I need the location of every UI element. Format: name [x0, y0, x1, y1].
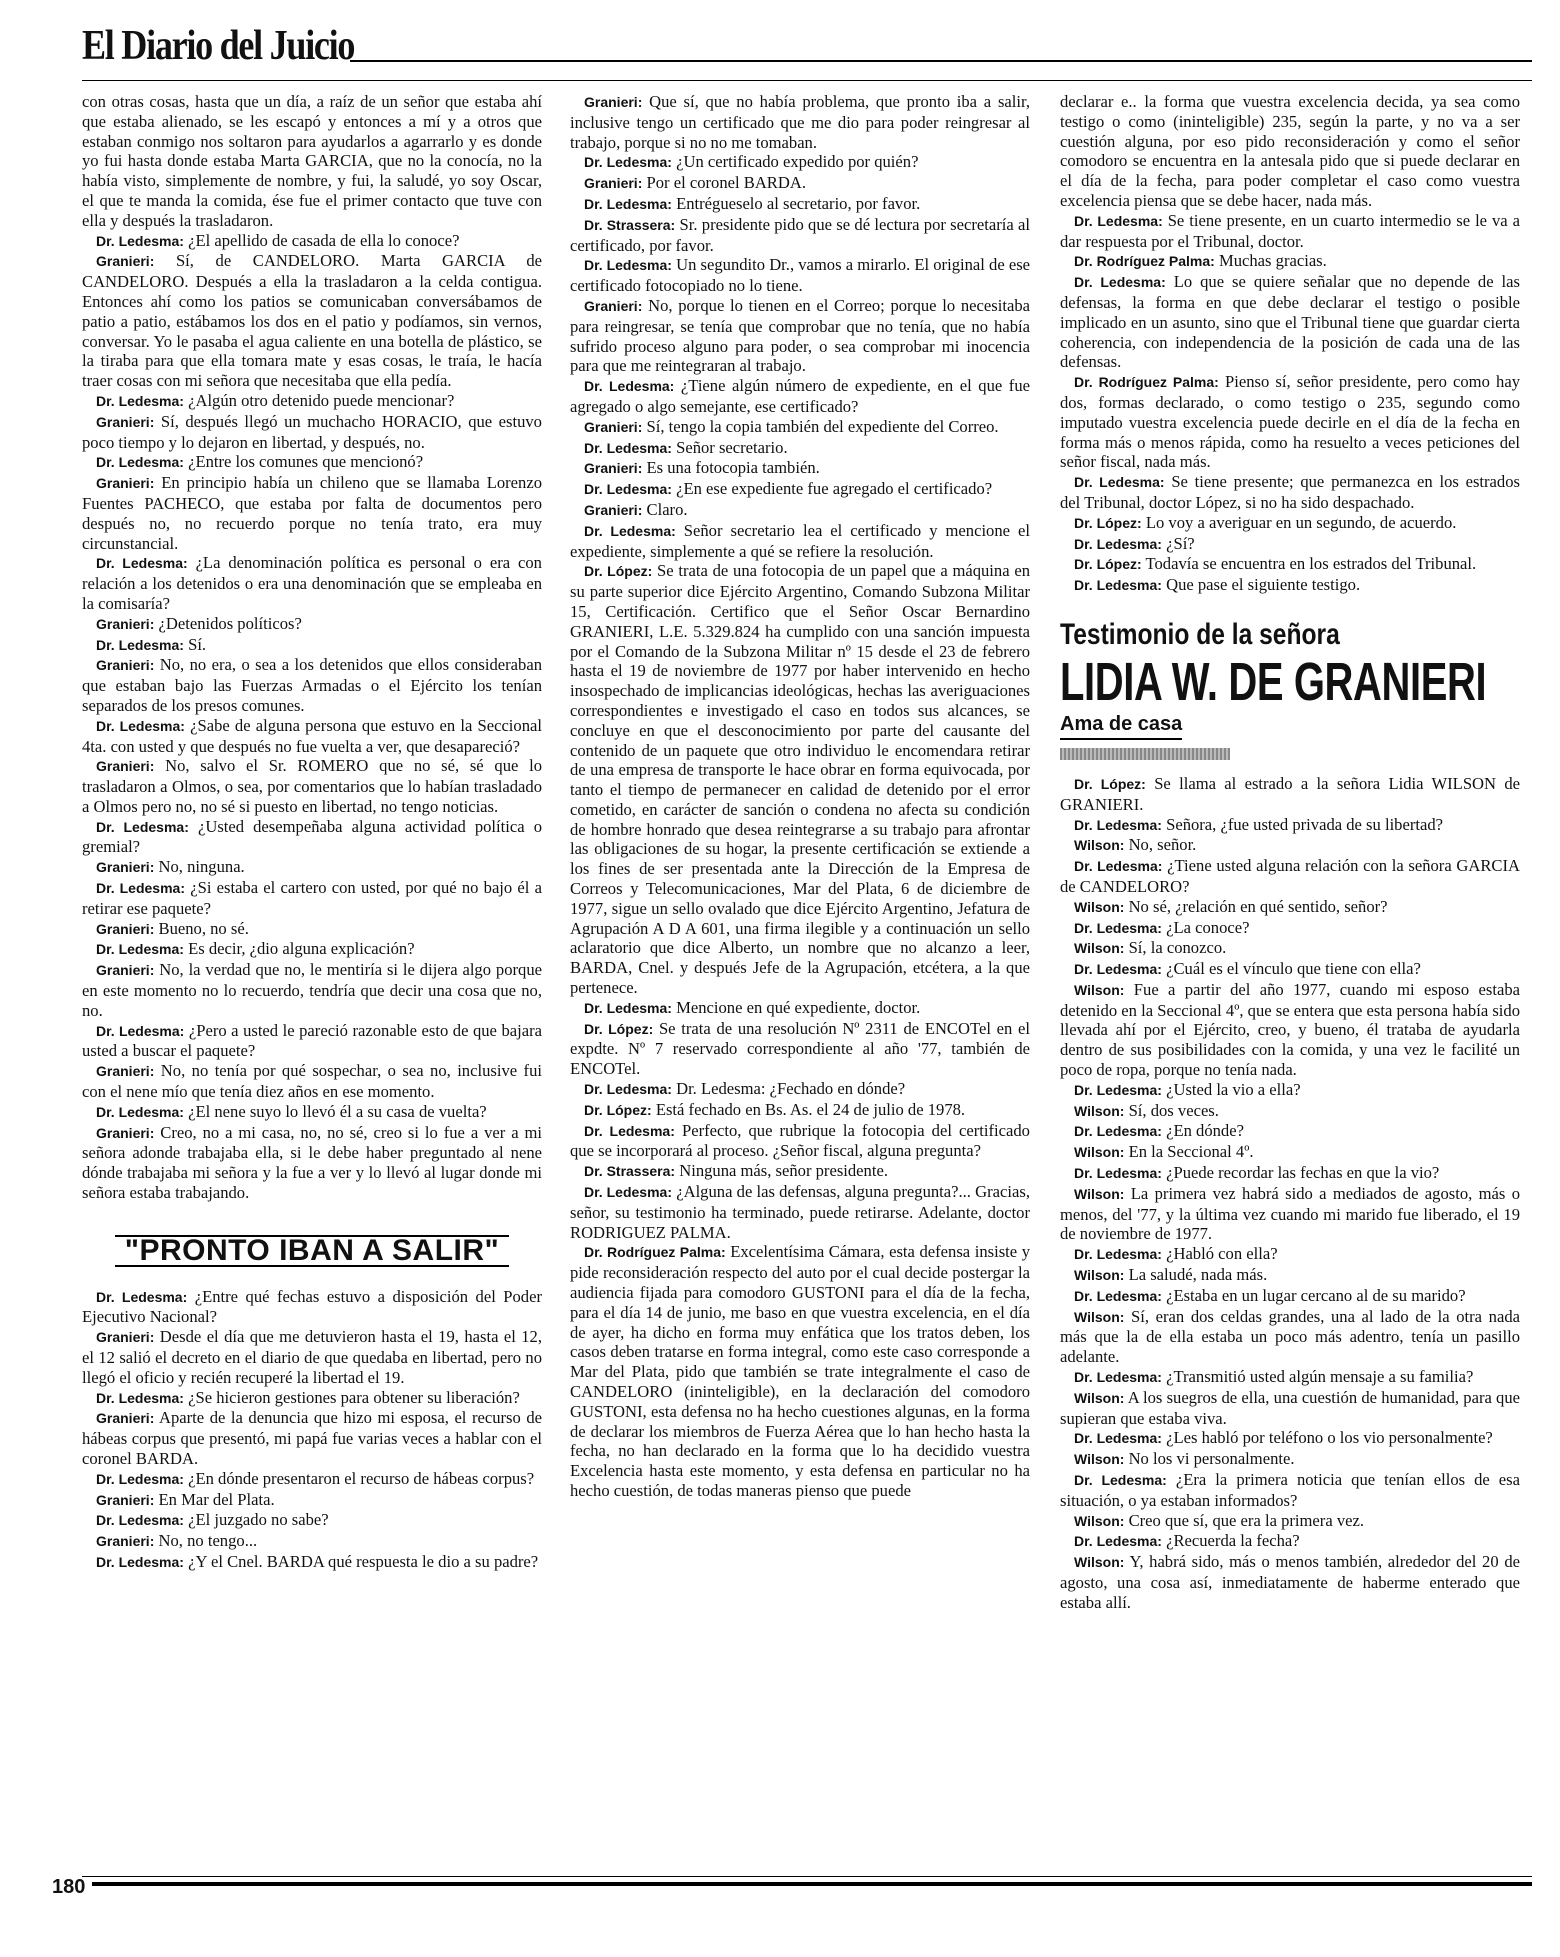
speech-text: Lo que se quiere señalar que no depende de las defensas, la forma en que debe declarar el testigo o posible implicado en un asunto, sino que el Tribunal tiene que guardar cierta coherencia, con independencia de la posición de cada una de las defensas. [1060, 272, 1520, 372]
transcript-paragraph [1060, 372, 1520, 472]
transcript-paragraph [82, 231, 542, 252]
transcript-paragraph [570, 376, 1030, 417]
speech-text: Que pase el siguiente testigo. [1166, 575, 1361, 595]
transcript-paragraph [1060, 1428, 1520, 1449]
transcript-paragraph [570, 1161, 1030, 1182]
speech-text: ¿Y el Cnel. BARDA qué respuesta le dio a su padre? [188, 1551, 539, 1571]
speaker-label: Dr. Ledesma: [96, 818, 189, 835]
speech-text: Se trata de una fotocopia de un papel que a máquina en su parte superior dice Ejército Argentino, Comando Subzona Militar 15, Certificación. Certifico que el Señor Oscar Bernardino GRANIERI, L.E. 5.329.824 ha cumplido con una sanción impuesta por el Comando de la Subzona Militar nº 15 desde el 23 de febrero hasta el 19 de noviembre de 1977 por haber intervenido en hecho insospechado de implicancias ideológicas, hechas las averiguaciones correspondientes e investigado el caso en todos sus alcances, se concluye en que el desconocimiento por parte del causante del contenido de un paquete que otro individuo le encomendara retirar de una empresa de transporte le hace obrar en forma equivocada, por tanto el tiempo de permanecer en calidad de detenido por el error cometido, en carácter de sanción o condena no afecta su condición de hombre honrado que desea reintegrarse a su trabajo para afrontar las obligaciones de su hogar, la presente certificación se extiende a los fines de ser presentada ante la Dirección de la Empresa de Correos y Telecomunicaciones, Mar del Plata, 6 de diciembre de 1977, sigue un sello ovalado que dice Ejército Argentino, Jefatura de Agrupación A D A 601, una firma ilegible y a continuación un sello aclaratorio que dice Alberto, un nombre que no alcanzo a leer, BARDA, Cnel. y después Jefe de la Agrupación, etcétera, a la que pertenece. [570, 561, 1030, 998]
speaker-label: Dr. Strassera: [584, 216, 676, 233]
transcript-paragraph [570, 1182, 1030, 1242]
speech-text: ¿El apellido de casada de ella lo conoce? [188, 230, 460, 250]
speech-text: Sí, dos veces. [1128, 1100, 1219, 1120]
speaker-label: Dr. Ledesma: [96, 941, 184, 958]
speaker-label: Dr. Ledesma: [1074, 1246, 1162, 1263]
speaker-label: Dr. Ledesma: [1074, 816, 1162, 833]
speaker-label: Granieri: [584, 297, 643, 314]
speech-text: Fue a partir del año 1977, cuando mi esposo estaba detenido en la Seccional 4º, que se entera que esta persona había sido llevada ahí por el Ejército, creo, y bueno, él trataba de ayudarla dentro de sus posibilidades con la comida, y una vez le facilité un poco de ropa, porque no tenía nada. [1060, 979, 1520, 1080]
transcript-paragraph [1060, 92, 1520, 211]
speaker-label: Dr. Ledesma: [1074, 1369, 1162, 1386]
speaker-label: Granieri: [96, 1124, 155, 1141]
speech-text: Desde el día que me detuvieron hasta el 19, hasta el 12, el 12 salió el decreto en el diario de que quedaba en libertad, pero no llegó el oficio y recién recuperé la libertad el 19. [82, 1327, 542, 1387]
transcript-paragraph [1060, 774, 1520, 815]
speaker-label: Granieri: [584, 460, 643, 477]
column-1 [82, 92, 542, 1573]
transcript-paragraph [570, 255, 1030, 296]
transcript-paragraph [82, 817, 542, 858]
speech-text: Y, habrá sido, más o menos también, alrededor del 20 de agosto, una cosa así, inmediatamente de haberme enterado que estaba allí. [1060, 1552, 1520, 1612]
transcript-paragraph [82, 412, 542, 453]
transcript-paragraph [570, 215, 1030, 256]
speaker-label: Dr. Ledesma: [1074, 1081, 1162, 1098]
speaker-label: Dr. Ledesma: [1074, 1123, 1162, 1140]
speaker-label: Dr. Ledesma: [1074, 274, 1166, 291]
speech-text: ¿En dónde? [1166, 1121, 1244, 1141]
transcript-paragraph [82, 1102, 542, 1123]
speech-text: No, señor. [1128, 835, 1197, 855]
transcript-paragraph [570, 561, 1030, 998]
transcript-paragraph [82, 452, 542, 473]
speaker-label: Dr. Strassera: [584, 1163, 676, 1180]
transcript-paragraph [82, 1123, 542, 1203]
transcript-paragraph [570, 438, 1030, 459]
speaker-label: Dr. Ledesma: [584, 522, 676, 539]
speech-text: Lo voy a averiguar en un segundo, de acuerdo. [1145, 512, 1457, 532]
transcript-paragraph [1060, 272, 1520, 372]
speech-text: Sí, después llegó un muchacho HORACIO, que estuvo poco tiempo y lo dejaron en libertad, y después, no. [82, 411, 542, 452]
transcript-paragraph [1060, 211, 1520, 252]
speaker-label: Granieri: [96, 1410, 155, 1427]
speaker-label: Granieri: [96, 859, 155, 876]
transcript-paragraph [1060, 1449, 1520, 1470]
transcript-paragraph [1060, 534, 1520, 555]
transcript-paragraph [1060, 1163, 1520, 1184]
transcript-paragraph [570, 998, 1030, 1019]
speech-text: ¿Entre los comunes que mencionó? [188, 452, 424, 472]
speaker-label: Dr. Ledesma: [584, 257, 672, 274]
transcript-paragraph [1060, 1511, 1520, 1532]
speaker-label: Dr. Ledesma: [1074, 212, 1163, 229]
speaker-label: Dr. Ledesma: [584, 1081, 672, 1098]
speaker-label: Granieri: [96, 253, 155, 270]
transcript-paragraph [1060, 835, 1520, 856]
transcript-paragraph [82, 391, 542, 412]
speaker-label: Dr. López: [1074, 556, 1142, 573]
transcript-paragraph [82, 92, 542, 231]
masthead-rule [350, 60, 1532, 62]
speaker-label: Wilson: [1074, 981, 1125, 998]
speech-text: A los suegros de ella, una cuestión de humanidad, para que supieran que estaba viva. [1060, 1387, 1521, 1428]
speech-text: ¿Pero a usted le pareció razonable esto de que bajara usted a buscar el paquete? [82, 1020, 542, 1061]
speech-text: ¿Tiene usted alguna relación con la señora GARCIA de CANDELORO? [1060, 856, 1520, 896]
speech-text: ¿Si estaba el cartero con usted, por qué no bajo él a retirar ese paquete? [82, 878, 542, 918]
transcript-paragraph [82, 1388, 542, 1409]
transcript-paragraph [1060, 1552, 1520, 1612]
speech-text: Se llama al estrado a la señora Lidia WILSON de GRANIERI. [1060, 773, 1521, 814]
speaker-label: Dr. López: [1074, 775, 1146, 792]
speech-text: No, no tenía por qué sospechar, o sea no, inclusive fui con el nene mío que tenía diez años en ese momento. [82, 1061, 542, 1102]
speaker-label: Dr. Ledesma: [1074, 474, 1165, 491]
speaker-label: Granieri: [96, 920, 155, 937]
speech-text: ¿Transmitió usted algún mensaje a su familia? [1166, 1367, 1474, 1387]
speech-text: Está fechado en Bs. As. el 24 de julio de 1978. [655, 1099, 966, 1119]
transcript-paragraph [1060, 554, 1520, 575]
speaker-label: Wilson: [1074, 1451, 1125, 1468]
speech-text: En principio había un chileno que se llamaba Lorenzo Fuentes PACHECO, que estaba por falta de documentos pero después no, no recuerdo porque no tenía trato, era muy circunstancial. [82, 473, 543, 553]
witness-occupation: Ama de casa [1060, 712, 1182, 740]
transcript-paragraph [82, 960, 542, 1020]
speaker-label: Wilson: [1074, 1389, 1125, 1406]
speaker-label: Dr. Ledesma: [1074, 961, 1162, 978]
speech-text: ¿Tiene algún número de expediente, en el que fue agregado o algo semejante, ese certificado? [570, 376, 1030, 416]
speech-text: declarar e.. la forma que vuestra excelencia decida, ya sea como testigo o como (ininteligible) 235, según la parte, y no va a ser cuestión alguna, por eso pido reconsideración y como el señor comodoro se encuentra en la antesala pido que si puede declarar en el día de la fecha, para poder completar el caso como vuestra excelencia piensa que se debe hacer, nada más. [1060, 92, 1520, 210]
transcript-paragraph [1060, 980, 1520, 1080]
speech-text: Señor secretario lea el certificado y mencione el expediente, simplemente a qué se refiere la resolución. [570, 520, 1030, 561]
speaker-label: Dr. Ledesma: [96, 1103, 184, 1120]
transcript-paragraph [82, 1510, 542, 1531]
speaker-label: Granieri: [96, 758, 155, 775]
speech-text: Sí, eran dos celdas grandes, una al lado de la otra nada más que la de ella estaba un poco más adentro, tenía un pasillo adelante. [1060, 1306, 1520, 1367]
speech-text: Un segundito Dr., vamos a mirarlo. El original de ese certificado fotocopiado no lo tiene. [570, 255, 1031, 296]
speaker-label: Dr. Ledesma: [96, 232, 184, 249]
transcript-paragraph [82, 716, 542, 757]
transcript-paragraph [570, 173, 1030, 194]
speaker-label: Wilson: [1074, 1554, 1125, 1571]
speech-text: Que sí, que no había problema, que pronto iba a salir, inclusive tengo un certificado que me dio para poder reingresar al trabajo, porque si no no me tomaban. [570, 92, 1030, 152]
speaker-label: Dr. Ledesma: [96, 1553, 184, 1570]
speech-text: En la Seccional 4º. [1128, 1142, 1254, 1162]
transcript-paragraph [1060, 938, 1520, 959]
transcript-paragraph [570, 1079, 1030, 1100]
speech-text: Se tiene presente; que permanezca en los estrados del Tribunal, doctor López, si no ha sido despachado. [1060, 472, 1520, 512]
speech-text: No, porque lo tienen en el Correo; porque lo necesitaba para reingresar, se tenía que comprobar que no tenía, que no había sufrido proceso alguno para poder, o sea comprobar mi inocencia para que me reintegraran al trabajo. [570, 295, 1030, 376]
footer-rule-thick [92, 1882, 1532, 1886]
transcript-paragraph [1060, 1265, 1520, 1286]
transcript-paragraph [570, 1100, 1030, 1121]
speaker-label: Dr. Ledesma: [584, 1122, 675, 1139]
transcript-paragraph [570, 92, 1030, 152]
speaker-label: Dr. Rodríguez Palma: [1074, 374, 1219, 391]
speaker-label: Dr. Ledesma: [1074, 1430, 1162, 1447]
transcript-paragraph [1060, 856, 1520, 897]
speech-text: ¿Puede recordar las fechas en que la vio? [1166, 1163, 1440, 1183]
speech-text: Sí, de CANDELORO. Marta GARCIA de CANDELORO. Después a ella la trasladaron a la celda contigua. Entonces ahí como los patios se comunicaban conversábamos de patio a patio, estábamos los dos en el patio y podíamos, sin vernos, conversar. Yo le pasaba el agua caliente en una botella de plástico, se la tiraba para que ella tomara mate y esas cosas, le traía, le hacía traer cosas con mi señora que necesitaba que ella pedía. [82, 251, 542, 391]
transcript-paragraph [570, 417, 1030, 438]
transcript-paragraph [570, 1019, 1030, 1079]
speech-text: Ninguna más, señor presidente. [679, 1161, 888, 1181]
speaker-label: Dr. Ledesma: [1074, 1472, 1167, 1489]
speech-text: Creo que sí, que era la primera vez. [1128, 1510, 1365, 1530]
page-number: 180 [52, 1876, 86, 1898]
speech-text: Sí. [188, 634, 207, 654]
speaker-label: Dr. Ledesma: [96, 880, 185, 897]
speech-text: ¿Sí? [1166, 533, 1195, 553]
speaker-label: Dr. Ledesma: [96, 1389, 184, 1406]
speech-text: Bueno, no sé. [158, 918, 249, 938]
speaker-label: Dr. López: [584, 563, 653, 580]
article-columns [82, 92, 1527, 1852]
transcript-paragraph [1060, 815, 1520, 836]
transcript-paragraph [1060, 575, 1520, 596]
speaker-label: Dr. López: [584, 1020, 654, 1037]
transcript-paragraph [82, 1061, 542, 1102]
speech-text: Mencione en qué expediente, doctor. [676, 997, 921, 1017]
speech-text: ¿Sabe de alguna persona que estuvo en la Seccional 4ta. con usted y que después no fue vuelta a ver, que desapareció? [82, 715, 542, 756]
speech-text: La primera vez habrá sido a mediados de agosto, más o menos, del '77, y la última vez cuando mi marido fue liberado, el 19 de noviembre de 1977. [1060, 1183, 1520, 1244]
speech-text: ¿La denominación política es personal o era con relación a los detenidos o era una denominación que se empleaba en la comisaría? [82, 553, 542, 613]
speech-text: No sé, ¿relación en qué sentido, señor? [1128, 896, 1388, 916]
transcript-paragraph [1060, 918, 1520, 939]
transcript-paragraph [1060, 1121, 1520, 1142]
speech-text: ¿Cuál es el vínculo que tiene con ella? [1166, 959, 1421, 979]
transcript-paragraph [82, 857, 542, 878]
transcript-paragraph [1060, 1244, 1520, 1265]
speaker-label: Dr. Rodríguez Palma: [584, 1244, 726, 1261]
speech-text: ¿En ese expediente fue agregado el certificado? [676, 479, 993, 499]
speaker-label: Granieri: [96, 1063, 155, 1080]
speech-text: Muchas gracias. [1218, 251, 1327, 271]
speech-text: ¿Entre qué fechas estuvo a disposición del Poder Ejecutivo Nacional? [82, 1286, 542, 1327]
speech-text: ¿Alguna de las defensas, alguna pregunta?... Gracias, señor, su testimonio ha terminado, puede retirarse. Adelante, doctor RODRIGUEZ PALMA. [570, 1182, 1030, 1242]
speaker-label: Dr. Ledesma: [1074, 577, 1162, 594]
transcript-paragraph [570, 479, 1030, 500]
speaker-label: Wilson: [1074, 940, 1125, 957]
transcript-paragraph [1060, 1142, 1520, 1163]
speech-text: ¿Estaba en un lugar cercano al de su marido? [1166, 1285, 1466, 1305]
speaker-label: Dr. Ledesma: [584, 439, 672, 456]
speaker-label: Dr. Ledesma: [1074, 1287, 1162, 1304]
transcript-paragraph [82, 878, 542, 919]
transcript-paragraph [570, 1121, 1030, 1162]
speech-text: Es decir, ¿dio alguna explicación? [188, 939, 415, 959]
transcript-paragraph [82, 1552, 542, 1573]
speaker-label: Wilson: [1074, 898, 1125, 915]
transcript-paragraph [82, 553, 542, 613]
speaker-label: Dr. Ledesma: [584, 195, 672, 212]
speech-text: Dr. Ledesma: ¿Fechado en dónde? [676, 1079, 906, 1099]
column-2 [570, 92, 1030, 1501]
speech-text: Sí, la conozco. [1128, 938, 1227, 958]
speech-text: Se trata de una resolución Nº 2311 de ENCOTel en el expdte. Nº 7 reservado correspondiente al año '77, también de ENCOTel. [570, 1018, 1030, 1079]
speech-text: No, no era, o sea a los detenidos que ellos consideraban que estaban bajo las Fuerzas Armadas o el Ejército los tenían separados de los presos comunes. [82, 655, 542, 715]
transcript-paragraph [82, 614, 542, 635]
section-subheading [82, 1235, 542, 1267]
transcript-paragraph [1060, 472, 1520, 513]
transcript-paragraph [570, 458, 1030, 479]
transcript-paragraph [1060, 1101, 1520, 1122]
speaker-label: Dr. Ledesma: [96, 1470, 184, 1487]
speech-text: Excelentísima Cámara, esta defensa insiste y pide reconsideración respecto del auto por el cual decide postergar la audiencia fijada para comodoro GUSTONI para el día de la fecha, para el día 14 de junio, me baso en que vuestra excelencia, en el día de ayer, ha dicho en forma muy enfática que los tratos deben, los casos deben tratarse en forma integral, como este caso corresponde a Mar del Plata, pido que también se trate integralmente el caso de CANDELORO (ininteligible), en la declaración del comodoro GUSTONI, esta defensa no ha hecho cuestiones algunas, en la forma de declarar los miembros de Fuerza Aérea que lo han hecho hasta la fecha, no han declarado en la forma que lo ha decidido vuestra Excelencia hasta este momento, y esta defensa en particular no ha hecho cuestión, de todas maneras pienso que puede [570, 1242, 1030, 1500]
transcript-paragraph [1060, 513, 1520, 534]
testimony-kicker: Testimonio de la señora [1060, 617, 1340, 651]
speech-text: Señora, ¿fue usted privada de su libertad? [1166, 814, 1444, 834]
speech-text: ¿Habló con ella? [1166, 1244, 1278, 1264]
transcript-paragraph [570, 521, 1030, 562]
speech-text: con otras cosas, hasta que un día, a raíz de un señor que estaba ahí que estaba alienado, se les escapó y entonces a mí y a otros que estaban conmigo nos soltaron para ayudarlos a agarrarlo y es donde yo fui hasta donde estaba Marta GARCIA, que no la conocía, no la había visto, simplemente de nombre, y fui, la saludé, yo soy Oscar, el que te manda la comida, ése fue el primer contacto que tuve con ella y después la trasladaron. [82, 92, 542, 230]
speech-text: Sí, tengo la copia también del expediente del Correo. [646, 416, 999, 436]
speaker-label: Granieri: [96, 1533, 155, 1550]
speaker-label: Dr. Ledesma: [96, 392, 184, 409]
speaker-label: Dr. Ledesma: [1074, 858, 1163, 875]
transcript-paragraph [570, 500, 1030, 521]
speaker-label: Granieri: [584, 418, 643, 435]
transcript-paragraph [82, 939, 542, 960]
transcript-paragraph [82, 1287, 542, 1328]
footer-rule-thin [82, 1876, 1532, 1877]
speaker-label: Wilson: [1074, 1267, 1125, 1284]
transcript-paragraph [82, 1408, 542, 1468]
speech-text: ¿Era la primera noticia que tenían ellos de esa situación, o ya estaban informados? [1060, 1470, 1520, 1510]
speaker-label: Granieri: [96, 475, 155, 492]
speaker-label: Granieri: [96, 1491, 155, 1508]
speaker-label: Granieri: [96, 962, 155, 979]
speech-text: ¿Se hicieron gestiones para obtener su liberación? [188, 1387, 520, 1407]
speaker-label: Dr. Ledesma: [96, 717, 185, 734]
speaker-label: Dr. Rodríguez Palma: [1074, 253, 1215, 270]
speech-text: No, salvo el Sr. ROMERO que no sé, sé que lo trasladaron a Olmos, o sea, por comentarios que lo habían trasladado a Olmos pero no, no sé si puesto en libertad, no tengo noticias. [82, 756, 542, 816]
speech-text: ¿Detenidos políticos? [158, 613, 302, 633]
transcript-paragraph [570, 296, 1030, 376]
transcript-paragraph [1060, 1388, 1520, 1429]
speaker-label: Granieri: [584, 501, 643, 518]
speaker-label: Dr. Ledesma: [1074, 1533, 1162, 1550]
speaker-label: Wilson: [1074, 837, 1125, 854]
transcript-paragraph [1060, 897, 1520, 918]
speaker-label: Dr. Ledesma: [96, 454, 184, 471]
transcript-paragraph [82, 1327, 542, 1387]
speaker-label: Dr. Ledesma: [96, 1022, 185, 1039]
speaker-label: Dr. Ledesma: [584, 154, 672, 171]
speech-text: Señor secretario. [676, 437, 788, 457]
speaker-label: Wilson: [1074, 1144, 1125, 1161]
transcript-paragraph [1060, 1184, 1520, 1244]
speech-text: Perfecto, que rubrique la fotocopia del certificado que se incorporará al proceso. ¿Señor fiscal, alguna pregunta? [570, 1120, 1030, 1161]
speaker-label: Dr. Ledesma: [584, 481, 672, 498]
masthead-underline [82, 80, 1532, 81]
speaker-label: Granieri: [584, 175, 643, 192]
speech-text: Entrégueselo al secretario, por favor. [676, 193, 921, 213]
speaker-label: Dr. Ledesma: [584, 378, 675, 395]
speech-text: ¿Usted la vio a ella? [1166, 1079, 1301, 1099]
speech-text: Es una fotocopia también. [646, 458, 820, 478]
transcript-paragraph [82, 655, 542, 715]
speaker-label: Dr. Ledesma: [96, 1288, 188, 1305]
speaker-label: Wilson: [1074, 1512, 1125, 1529]
transcript-paragraph [1060, 1307, 1520, 1367]
transcript-paragraph [82, 1490, 542, 1511]
speaker-label: Dr. López: [584, 1101, 652, 1118]
speech-text: Todavía se encuentra en los estrados del Tribunal. [1145, 554, 1477, 574]
speech-text: Claro. [646, 499, 688, 519]
speech-text: ¿Un certificado expedido por quién? [676, 152, 919, 172]
transcript-paragraph [570, 152, 1030, 173]
subheading-text: "PRONTO IBAN A SALIR" [115, 1235, 510, 1267]
transcript-paragraph [570, 1242, 1030, 1500]
transcript-paragraph [82, 473, 542, 553]
speech-text: ¿El juzgado no sabe? [188, 1510, 329, 1530]
speaker-label: Dr. Ledesma: [584, 999, 672, 1016]
masthead-title: El Diario del Juicio [82, 23, 355, 69]
speaker-label: Dr. Ledesma: [1074, 919, 1162, 936]
speech-text: No, ninguna. [158, 857, 245, 877]
testimony-heading [1060, 618, 1520, 760]
speaker-label: Dr. Ledesma: [96, 636, 184, 653]
speech-text: Aparte de la denuncia que hizo mi esposa, el recurso de hábeas corpus que presentó, mi papá fue varias veces a hablar con el coronel BARDA. [82, 1408, 542, 1468]
transcript-paragraph [82, 635, 542, 656]
speech-text: ¿La conoce? [1166, 917, 1250, 937]
speech-text: En Mar del Plata. [158, 1489, 275, 1509]
transcript-paragraph [82, 1531, 542, 1552]
speech-text: Por el coronel BARDA. [646, 173, 806, 193]
witness-name: LIDIA W. DE GRANIERI [1060, 651, 1487, 712]
decorative-bar [1060, 748, 1230, 760]
speaker-label: Granieri: [584, 94, 643, 110]
speech-text: ¿Les habló por teléfono o los vio personalmente? [1166, 1428, 1493, 1448]
speaker-label: Granieri: [96, 413, 155, 430]
speech-text: ¿Algún otro detenido puede mencionar? [188, 390, 455, 410]
speech-text: Creo, no a mi casa, no, no sé, creo si lo fue a ver a mi señora adonde trabajaba ella, si le debe haber preguntado al nene dónde trabajaba mi señora y la fue a ver y lo llevó al lugar donde mi señora estaba trabajando. [82, 1122, 542, 1203]
speech-text: ¿En dónde presentaron el recurso de hábeas corpus? [188, 1468, 535, 1488]
transcript-paragraph [1060, 251, 1520, 272]
speech-text: No, la verdad que no, le mentiría si le dijera algo porque en este momento no lo recuerdo, tendría que decir una cosa que no, no. [82, 960, 542, 1020]
speech-text: Sr. presidente pido que se dé lectura por secretaría al certificado, por favor. [570, 214, 1030, 255]
transcript-paragraph [1060, 1080, 1520, 1101]
speaker-label: Granieri: [96, 657, 155, 674]
speech-text: La saludé, nada más. [1128, 1265, 1268, 1285]
speaker-label: Dr. Ledesma: [96, 555, 188, 572]
speech-text: Pienso sí, señor presidente, pero como hay dos, formas declarado, o como testigo o 235, segundo como imputado vuestra excelencia puede decirle en el día de la fecha en forma más o menos rápida, como ha resuelto a veces peticiones del señor fiscal, nada más. [1060, 372, 1521, 472]
speaker-label: Dr. Ledesma: [1074, 535, 1162, 552]
speech-text: ¿Recuerda la fecha? [1166, 1531, 1300, 1551]
speaker-label: Granieri: [96, 615, 155, 632]
speaker-label: Granieri: [96, 1329, 155, 1346]
speech-text: Se tiene presente, en un cuarto intermedio se le va a dar respuesta por el Tribunal, doctor. [1060, 210, 1520, 251]
transcript-paragraph [82, 919, 542, 940]
page-footer [52, 1876, 1532, 1926]
transcript-paragraph [82, 251, 542, 391]
transcript-paragraph [82, 1469, 542, 1490]
speech-text: ¿Usted desempeñaba alguna actividad política o gremial? [82, 816, 542, 857]
transcript-paragraph [570, 194, 1030, 215]
speech-text: No los vi personalmente. [1128, 1449, 1295, 1469]
speaker-label: Wilson: [1074, 1102, 1125, 1119]
transcript-paragraph [1060, 1367, 1520, 1388]
column-3 [1060, 92, 1520, 1613]
transcript-paragraph [1060, 1286, 1520, 1307]
speaker-label: Dr. Ledesma: [1074, 1165, 1162, 1182]
speech-text: No, no tengo... [158, 1531, 258, 1551]
transcript-paragraph [82, 1021, 542, 1062]
speaker-label: Wilson: [1074, 1185, 1125, 1202]
speaker-label: Dr. López: [1074, 514, 1142, 531]
speech-text: ¿El nene suyo lo llevó él a su casa de vuelta? [188, 1101, 487, 1121]
transcript-paragraph [1060, 1531, 1520, 1552]
masthead [82, 22, 1532, 82]
transcript-paragraph [1060, 959, 1520, 980]
speaker-label: Dr. Ledesma: [96, 1512, 184, 1529]
speaker-label: Dr. Ledesma: [584, 1184, 672, 1201]
transcript-paragraph [82, 756, 542, 816]
speaker-label: Wilson: [1074, 1308, 1125, 1325]
transcript-paragraph [1060, 1470, 1520, 1511]
